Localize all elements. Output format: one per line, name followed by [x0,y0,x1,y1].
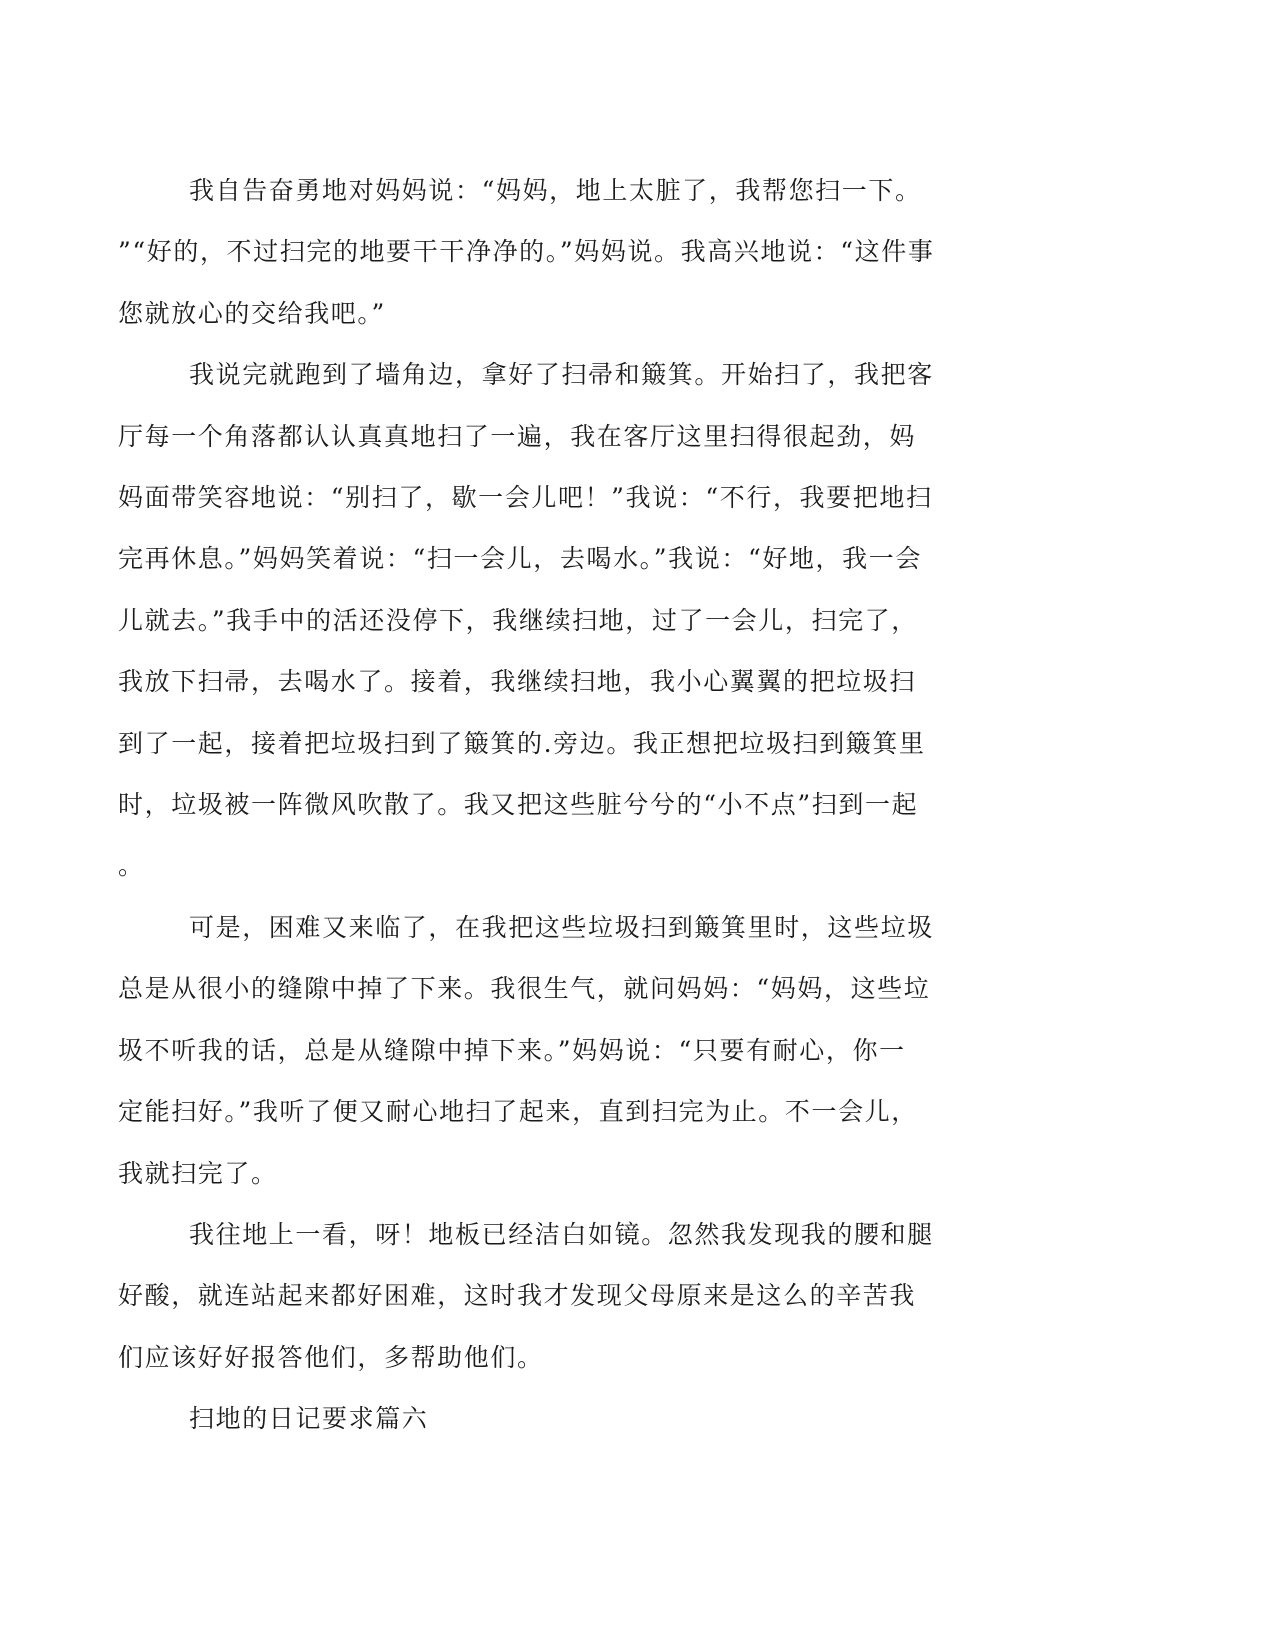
text-line: 。 [118,851,145,881]
text-line: 定能扫好。”我听了便又耐心地扫了起来，直到扫完为止。不一会儿， [118,1097,918,1127]
text-line: 完再休息。”妈妈笑着说：“扫一会儿，去喝水。”我说：“好地，我一会 [118,544,922,574]
text-line: 我就扫完了。 [118,1158,278,1188]
paragraph-3 [118,897,1089,1204]
heading-text: 扫地的日记要求篇六 [189,1404,429,1434]
text-line: 可是，困难又来临了，在我把这些垃圾扫到簸箕里时，这些垃圾 [189,912,934,942]
text-line: 时，垃圾被一阵微风吹散了。我又把这些脏兮兮的“小不点”扫到一起 [118,790,919,820]
text-line: 到了一起，接着把垃圾扫到了簸箕的.旁边。我正想把垃圾扫到簸箕里 [118,728,926,758]
text-line: 好酸，就连站起来都好困难，这时我才发现父母原来是这么的辛苦我 [118,1281,917,1311]
text-line: 厅每一个角落都认认真真地扫了一遍，我在客厅这里扫得很起劲，妈 [118,421,917,451]
text-line: 总是从很小的缝隙中掉了下来。我很生气，就问妈妈：“妈妈，这些垃 [118,974,931,1004]
text-line: 您就放心的交给我吧。” [118,298,386,328]
text-line: 我放下扫帚，去喝水了。接着，我继续扫地，我小心翼翼的把垃圾扫 [118,667,917,697]
text-line: 们应该好好报答他们，多帮助他们。 [118,1342,544,1372]
text-line: 我自告奋勇地对妈妈说：“妈妈，地上太脏了，我帮您扫一下。 [189,176,922,205]
text-line: 圾不听我的话，总是从缝隙中掉下来。”妈妈说：“只要有耐心，你一 [118,1035,906,1065]
text-line: ”“好的，不过扫完的地要干干净净的。”妈妈说。我高兴地说：“这件事 [118,237,935,267]
paragraph-4 [118,1204,1089,1388]
text-line: 儿就去。”我手中的活还没停下，我继续扫地，过了一会儿，扫完了， [118,605,918,635]
document-body [118,160,1089,1450]
text-line: 妈面带笑容地说：“别扫了，歇一会儿吧！”我说：“不行，我要把地扫 [118,483,933,513]
paragraph-1 [118,160,1089,344]
text-line: 我说完就跑到了墙角边，拿好了扫帚和簸箕。开始扫了，我把客 [189,360,934,390]
paragraph-2 [118,344,1089,897]
text-line: 我往地上一看，呀！地板已经洁白如镜。忽然我发现我的腰和腿 [189,1219,934,1249]
section-heading [189,1388,1089,1449]
